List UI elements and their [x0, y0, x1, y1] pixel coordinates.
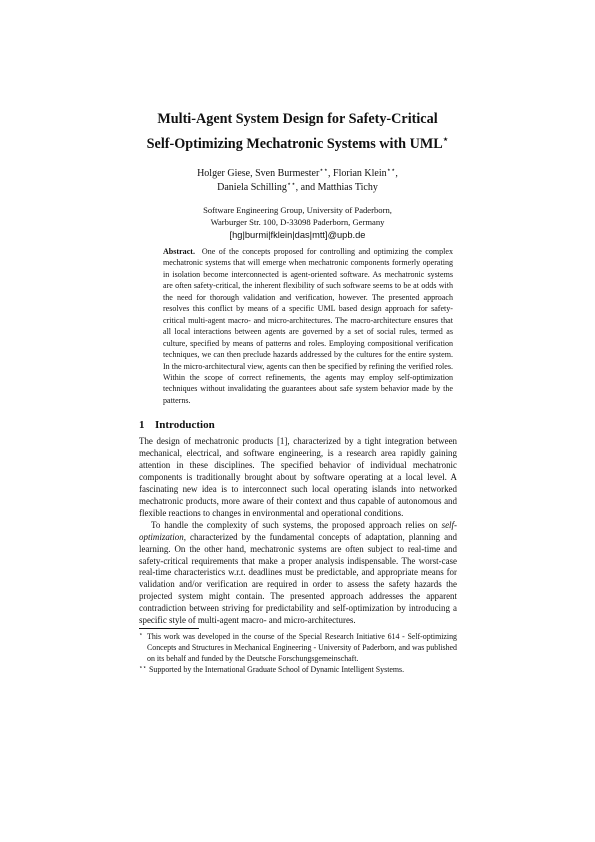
- author-list: [0, 167, 595, 194]
- author-email: [hg|burmi|fklein|das|mtt]@upb.de: [229, 230, 366, 240]
- paragraph-1: The design of mechatronic products [1], characterized by a tight integration between mechanical, electrical, and software engineering, is a research area rapidly gaining attention in these disciplines. The specified behavior of individual mechatronic components is traditionally brought about by software operating at a local level. A fascinating new idea is to interconnect such local operating islands into networked mechatronic products, more aware of their context and thus capable of autonomous and flexible reactions to changes in environmental and operational conditions.: [139, 436, 457, 518]
- section-heading: [139, 418, 459, 432]
- emphasis-self-optimization: self-optimization: [139, 519, 457, 542]
- paper-title: [0, 109, 595, 154]
- footnote-1: [139, 632, 457, 664]
- footnote-2-text: Supported by the International Graduate School of Dynamic Intelligent Systems.: [149, 665, 405, 675]
- section-number: 1: [139, 419, 145, 431]
- title-footnote-mark: ⋆: [442, 134, 449, 144]
- author-name: Holger Giese, Sven Burmester: [197, 168, 320, 179]
- affiliation: [0, 205, 595, 228]
- footnote-rule: [139, 628, 199, 629]
- footnote-2: [139, 665, 457, 676]
- author-name: , Florian Klein: [328, 168, 387, 179]
- author-footnote-mark: ⋆⋆: [386, 166, 396, 174]
- author-line-2: [0, 181, 595, 195]
- footnote-2-mark: ⋆⋆: [139, 665, 147, 672]
- footnote-1-mark: ⋆: [139, 632, 143, 638]
- author-line-1: [0, 167, 595, 181]
- footnotes: [139, 632, 457, 676]
- abstract: [163, 246, 453, 406]
- author-separator: ,: [395, 168, 398, 179]
- body-text: [139, 436, 457, 627]
- affiliation-line-1: Software Engineering Group, University of Paderborn,: [203, 205, 392, 215]
- abstract-text: One of the concepts proposed for controlling and optimizing the complex mechatronic systems that will emerge when mechatronic components formerly operating in isolation become interconnected is agent-oriented software. As mechatronic systems are often safety-critical, the inherent flexibility of such software seems to be at odds with the need for thorough validation and verification, however. The presented approach resolves this conflict by means of a specific UML based design approach for safety-critical multi-agent macro- and micro-architectures. The macro-architecture ensures that all local interactions between agents are governed by a set of social rules, termed as culture, specified by means of patterns and roles. Employing compositional verification techniques, we can then preclude hazards addressed by the cultures for the entire system. In the micro-architectural view, agents can then be specified by refining the verified roles. Within the scope of correct refinements, the agents may employ self-optimization techniques without invalidating the guarantees about safe system behavior made by the patterns.: [163, 247, 453, 405]
- author-name: Daniela Schilling: [217, 181, 287, 193]
- paragraph-2-start: To handle the complexity of such systems, the proposed approach relies on: [151, 519, 442, 530]
- author-footnote-mark: ⋆⋆: [286, 179, 296, 188]
- title-line-2: [0, 129, 595, 154]
- abstract-label: Abstract.: [163, 247, 195, 256]
- title-line-2-text: Self-Optimizing Mechatronic Systems with UML: [146, 136, 443, 152]
- title-line-1: Multi-Agent System Design for Safety-Critical: [157, 111, 438, 127]
- section-title: Introduction: [155, 419, 215, 431]
- paragraph-2: [139, 520, 457, 628]
- author-name: , and Matthias Tichy: [295, 181, 378, 193]
- affiliation-line-2: Warburger Str. 100, D-33098 Paderborn, Germany: [210, 216, 385, 227]
- paragraph-2-rest: , characterized by the fundamental concepts of adaptation, planning and learning. On the other hand, mechatronic systems are often subject to real-time and safety-critical requirements that make a proper analysis indispensable. The worst-case real-time characteristics w.r.t. deadlines must be predictable, and appropriate means for validation and/or verification are required in order to assess the safety hazards the projected system might contain. The presented approach addresses the apparent contradiction between striving for predictability and self-optimization by introducing a specific style of multi-agent macro- and micro-architectures.: [139, 531, 457, 626]
- author-footnote-mark: ⋆⋆: [319, 166, 329, 174]
- footnote-1-text: This work was developed in the course of the Special Research Initiative 614 - Self-optimizing Concepts and Structures in Mechanical Engineering - University of Paderborn, and was published on its behalf and funded by the Deutsche Forschungsgemeinschaft.: [147, 632, 457, 663]
